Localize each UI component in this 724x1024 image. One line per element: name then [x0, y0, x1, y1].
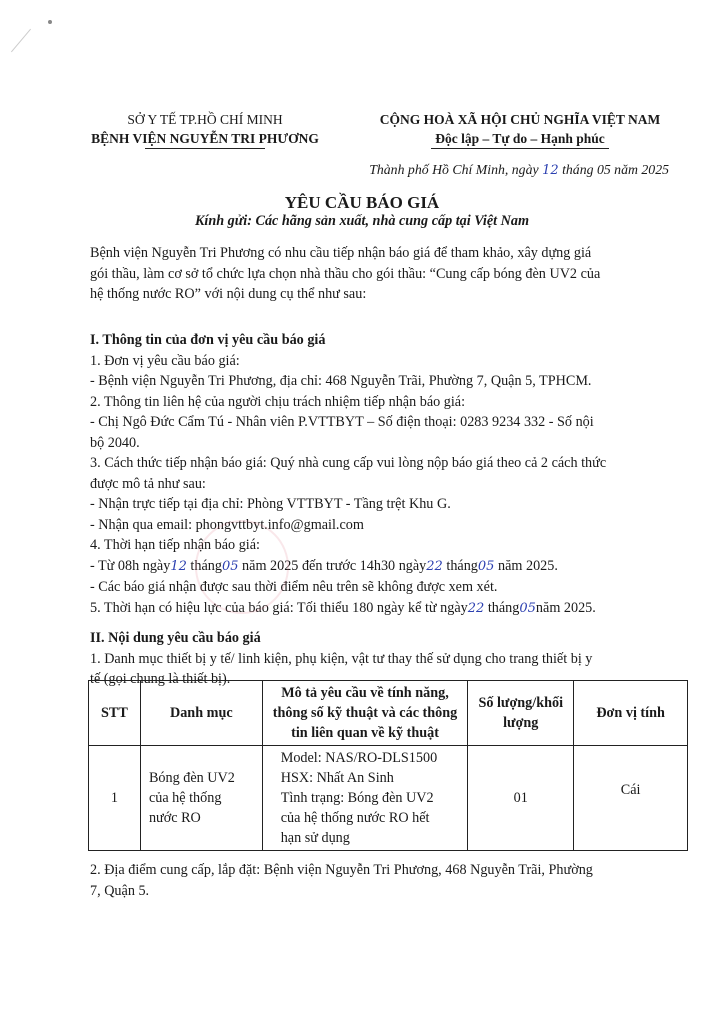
date-suffix: tháng 05 năm 2025: [562, 162, 669, 177]
col-quantity: Số lượng/khối lượng: [468, 681, 574, 746]
issuer-underline: [145, 148, 265, 149]
section-line: 3. Cách thức tiếp nhận báo giá: Quý nhà cung cấp vui lòng nộp báo giá theo cả 2 cách thức: [90, 455, 607, 471]
cell-category: Bóng đèn UV2 của hệ thống nước RO: [140, 746, 262, 851]
cell-quantity: 01: [468, 746, 574, 851]
col-unit: Đơn vị tính: [574, 681, 688, 746]
col-category: Danh mục: [140, 681, 262, 746]
motto-underline: [431, 148, 609, 149]
scan-stroke: [11, 29, 31, 53]
section-line: - Nhận trực tiếp tại địa chỉ: Phòng VTTBYT - Tầng trệt Khu G.: [90, 496, 451, 512]
col-description: Mô tả yêu cầu về tính năng, thông số kỹ thuật và các thông tin liên quan về kỹ thuật: [262, 681, 468, 746]
deadline-line: - Từ 08h ngày12 tháng05 năm 2025 đến trước 14h30 ngày22 tháng05 năm 2025.: [90, 556, 700, 578]
section-heading: II. Nội dung yêu cầu báo giá: [90, 630, 261, 646]
section-line: - Chị Ngô Đức Cẩm Tú - Nhân viên P.VTTBYT – Số điện thoại: 0283 9234 332 - Số nội: [90, 414, 594, 430]
intro-line: Bệnh viện Nguyễn Tri Phương có nhu cầu tiếp nhận báo giá để tham khảo, xây dựng giá: [90, 245, 592, 261]
handwritten-month: 05: [477, 558, 495, 574]
faded-stamp: [195, 520, 289, 614]
table-row: [89, 746, 688, 851]
scan-mark: [48, 20, 52, 24]
section-line: 1. Danh mục thiết bị y tế/ linh kiện, phụ kiện, vật tư thay thế sử dụng cho trang thiết bị y: [90, 650, 593, 667]
table-header-row: [89, 681, 688, 746]
section-line: bộ 2040.: [90, 434, 140, 451]
handwritten-month: 05: [519, 600, 536, 616]
handwritten-month: 05: [221, 558, 239, 574]
equipment-table: [88, 680, 688, 851]
cell-stt: 1: [89, 746, 141, 851]
section-line: 7, Quận 5.: [90, 882, 150, 899]
section-line: 2. Thông tin liên hệ của người chịu trách nhiệm tiếp nhận báo giá:: [90, 393, 466, 410]
country-name: CỘNG HOÀ XÃ HỘI CHỦ NGHĨA VIỆT NAM: [379, 112, 661, 127]
validity-line: 5. Thời hạn có hiệu lực của báo giá: Tối thiểu 180 ngày kể từ ngày22 tháng05năm 2025.: [90, 598, 700, 620]
late-note: - Các báo giá nhận được sau thời điểm nêu trên sẽ không được xem xét.: [90, 579, 498, 595]
issuer-department: SỞ Y TẾ TP.HỒ CHÍ MINH: [127, 112, 283, 127]
section-line: 4. Thời hạn tiếp nhận báo giá:: [90, 537, 260, 553]
date-day-handwritten: 12: [542, 163, 559, 178]
cell-description: Model: NAS/RO-DLS1500 HSX: Nhất An Sinh Tình trạng: Bóng đèn UV2 của hệ thống nước RO hết hạn sử dụng: [262, 746, 468, 851]
section-line: 2. Địa điểm cung cấp, lắp đặt: Bệnh viện Nguyễn Tri Phương, 468 Nguyễn Trãi, Phường: [90, 862, 593, 878]
section-requester-info: [90, 330, 700, 619]
intro-line: gói thầu, làm cơ sở tổ chức lựa chọn nhà thầu cho gói thầu: “Cung cấp bóng đèn UV2 của: [90, 265, 601, 282]
issuer-block: [60, 110, 350, 149]
issuer-hospital: BỆNH VIỆN NGUYỄN TRI PHƯƠNG: [91, 131, 319, 146]
section-line: tế (gọi chung là thiết bị).: [90, 671, 231, 687]
document-date: [369, 162, 669, 178]
document-title: YÊU CẦU BÁO GIÁ: [284, 193, 440, 212]
handwritten-day: 22: [467, 600, 485, 616]
contact-email-line: - Nhận qua email: phongvttbyt.info@gmail.com: [90, 516, 364, 533]
cell-unit: Cái: [574, 746, 688, 851]
section-heading: I. Thông tin của đơn vị yêu cầu báo giá: [90, 332, 326, 348]
handwritten-day: 22: [426, 558, 443, 574]
handwritten-day: 12: [170, 558, 187, 574]
date-prefix: Thành phố Hồ Chí Minh, ngày: [369, 162, 539, 177]
intro-line: hệ thống nước RO” với nội dung cụ thể như sau:: [90, 286, 367, 302]
motto: Độc lập – Tự do – Hạnh phúc: [435, 131, 605, 146]
delivery-location: [90, 860, 700, 901]
intro-paragraph: [90, 243, 690, 305]
section-line: - Bệnh viện Nguyễn Tri Phương, địa chỉ: 468 Nguyễn Trãi, Phường 7, Quận 5, TPHCM.: [90, 373, 592, 389]
section-line: được mô tả như sau:: [90, 475, 206, 492]
section-line: 1. Đơn vị yêu cầu báo giá:: [90, 352, 240, 369]
col-stt: STT: [89, 681, 141, 746]
document-recipient: Kính gửi: Các hãng sản xuất, nhà cung cấp tại Việt Nam: [194, 213, 530, 229]
national-motto: [355, 110, 685, 149]
